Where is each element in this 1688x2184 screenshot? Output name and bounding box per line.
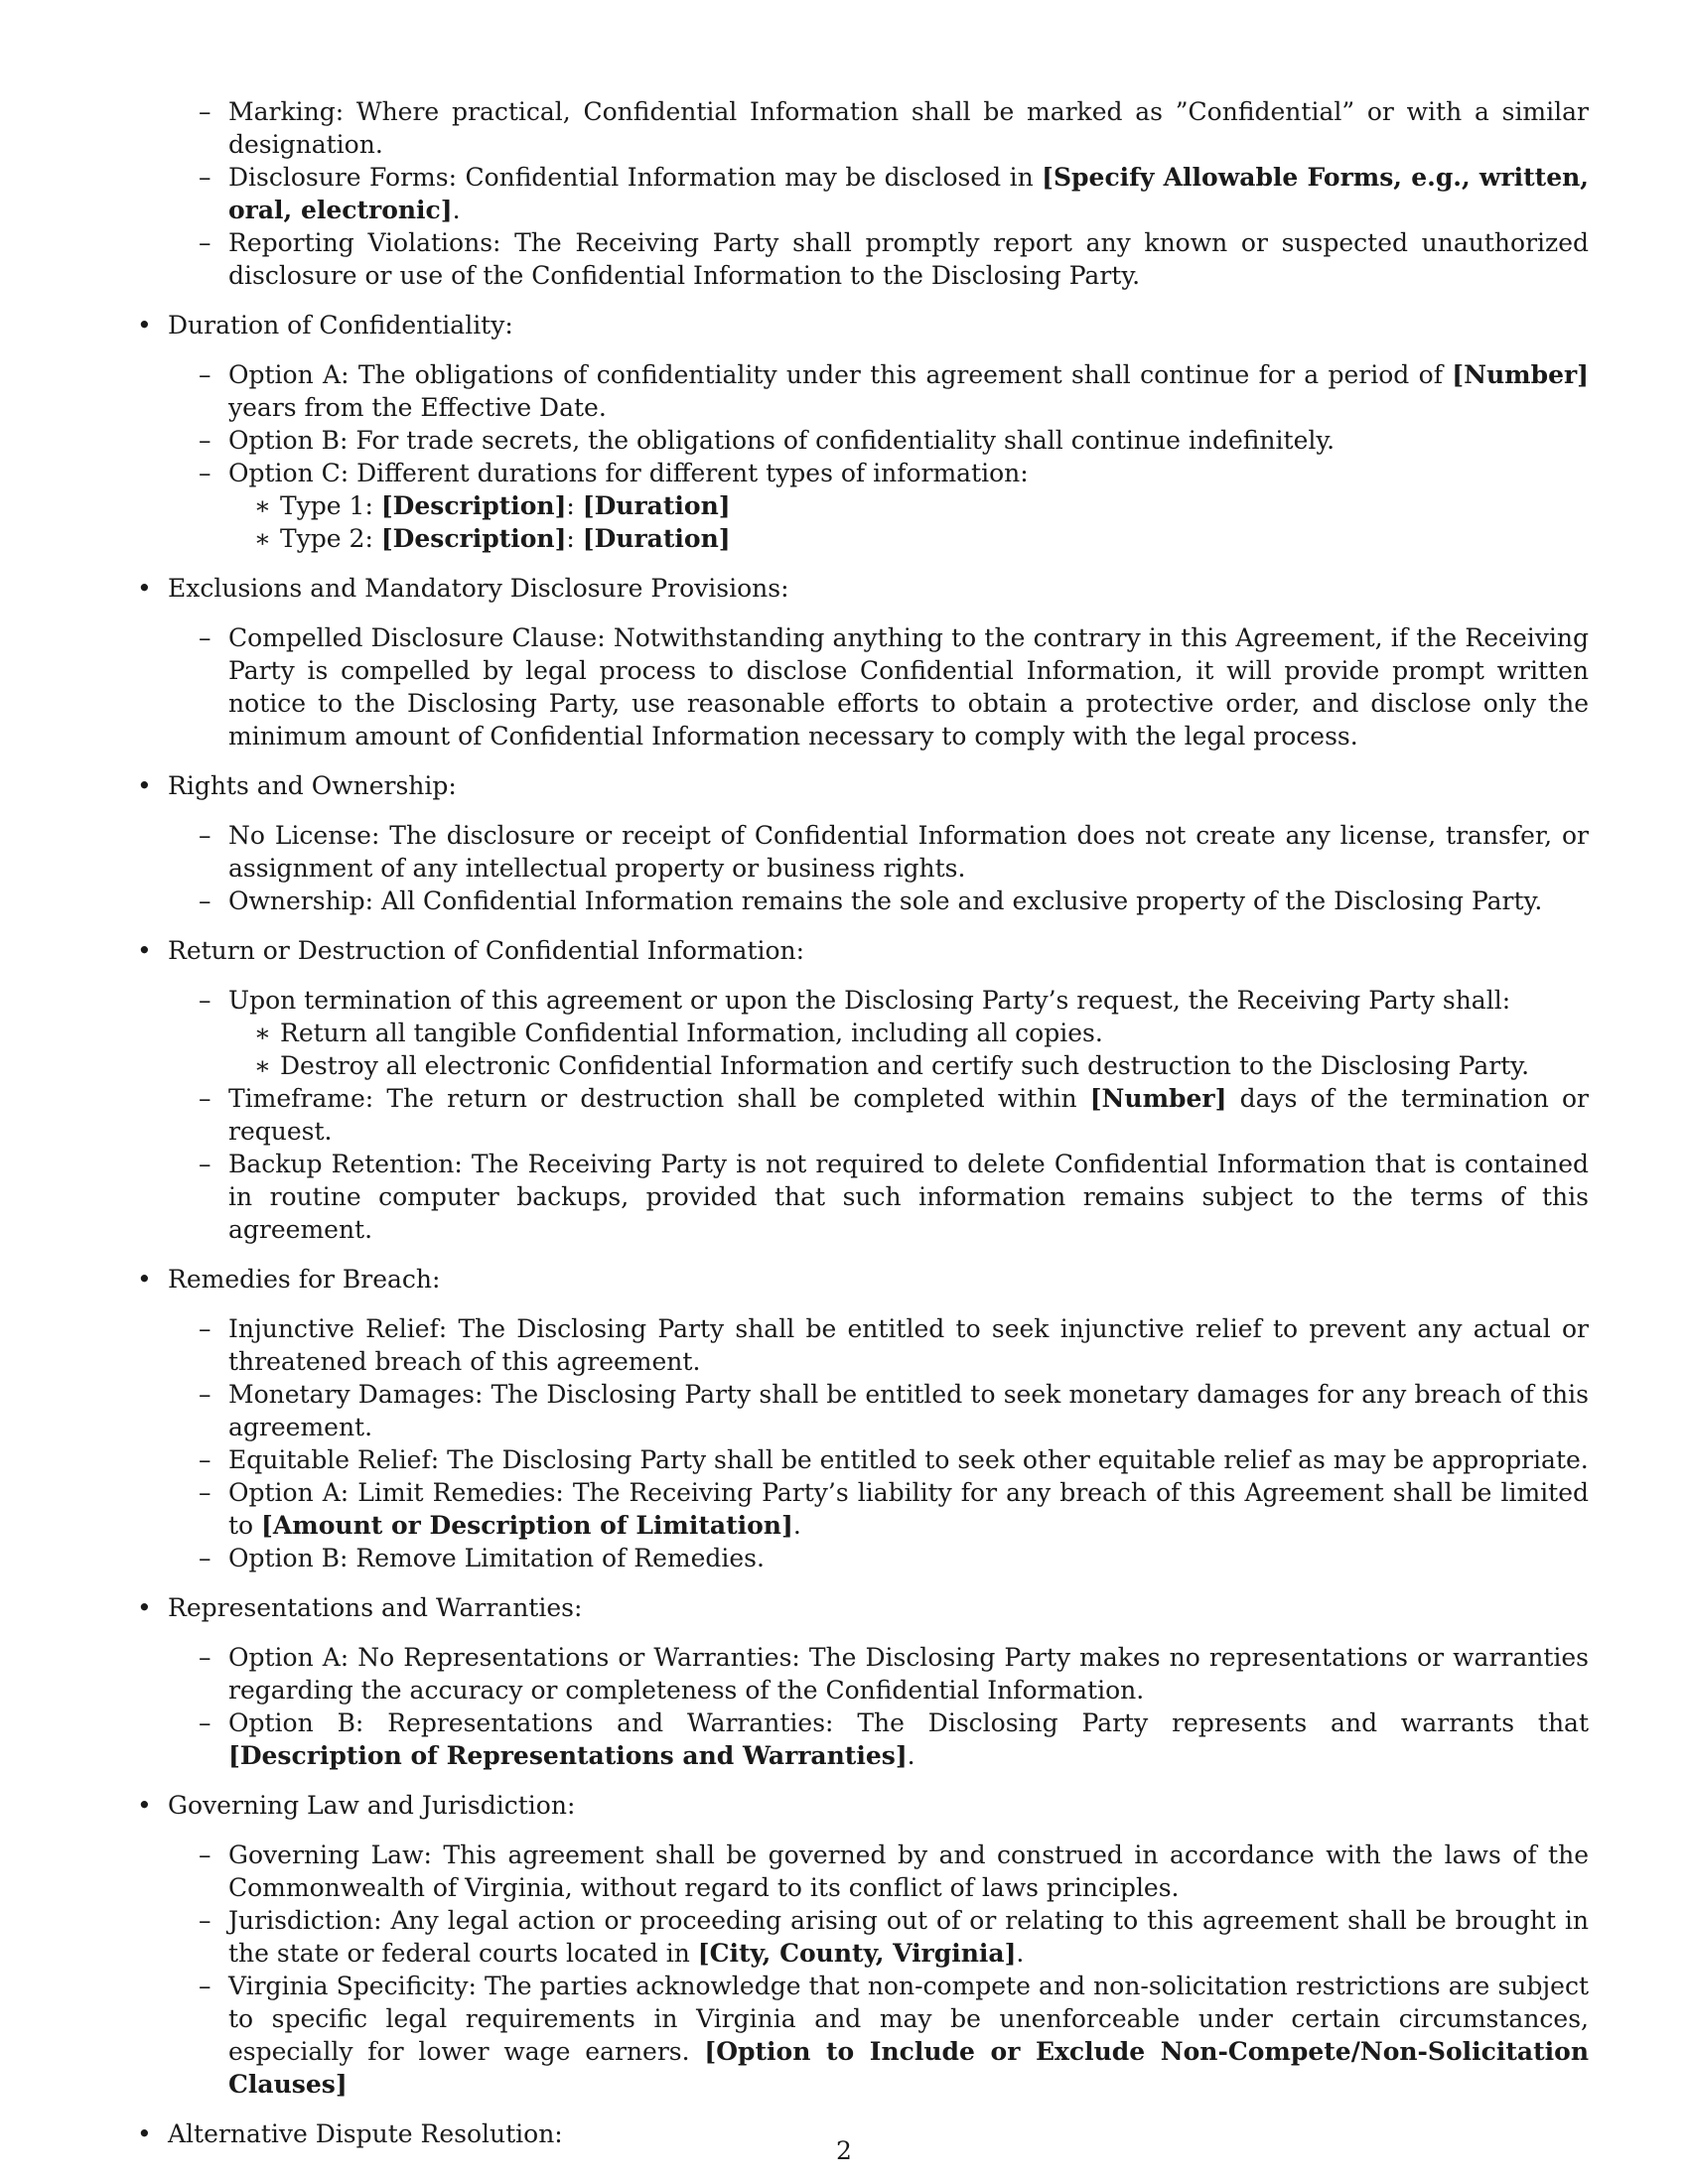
- section-heading: Exclusions and Mandatory Disclosure Provisions:: [168, 574, 789, 603]
- clause-text: [228, 623, 1589, 751]
- text-run: Option B: Representations and Warranties: The Disclosing Party represents and warrants that: [228, 1708, 1589, 1737]
- page-number: 2: [836, 2136, 852, 2165]
- text-run: Upon termination of this agreement or upon the Disclosing Party’s request, the Receiving Party shall:: [228, 986, 1511, 1015]
- text-run: Equitable Relief: The Disclosing Party shall be entitled to seek other equitable relief as may be appropriate.: [228, 1445, 1589, 1474]
- clause-list: [168, 1839, 1589, 2101]
- text-run: Timeframe: The return or destruction shall be completed within: [228, 1084, 1090, 1113]
- bullet-marker: •: [137, 936, 152, 965]
- dash-marker: –: [199, 887, 211, 915]
- clause-text: [228, 1841, 1589, 1902]
- sub-item-text: [280, 491, 731, 520]
- clause-text: [228, 1708, 1589, 1770]
- clause-item: [168, 885, 1589, 917]
- placeholder-field: [Duration]: [582, 491, 731, 520]
- clause-list: [168, 984, 1589, 1246]
- text-run: Compelled Disclosure Clause: Notwithstanding anything to the contrary in this Agreement, if the Receiving Party is compelled by legal process to disclose Confidential Information, it will provide prompt written notice to the Disclosing Party, use reasonable efforts to obtain a protective order, and disclose only the minimum amount of Confidential Information necessary to comply with the legal process.: [228, 623, 1589, 751]
- bullet-marker: •: [137, 1791, 152, 1820]
- section: [137, 1591, 1589, 1772]
- dash-marker: –: [199, 97, 211, 126]
- clause-item: [168, 161, 1589, 226]
- placeholder-field: [Amount or Description of Limitation]: [261, 1511, 793, 1540]
- text-run: Option A: No Representations or Warranties: The Disclosing Party makes no representations or warranties regarding the accuracy or completeness of the Confidential Information.: [228, 1643, 1589, 1705]
- clause-item: [168, 1312, 1589, 1378]
- placeholder-field: [Specify Allowable Forms, e.g., written, oral, electronic]: [228, 163, 1589, 224]
- section-heading: Rights and Ownership:: [168, 771, 457, 800]
- clause-text: [228, 1314, 1589, 1376]
- placeholder-field: [Description]: [380, 524, 567, 553]
- clause-item: [168, 1904, 1589, 1970]
- placeholder-field: [Number]: [1452, 360, 1589, 389]
- asterisk-marker: ∗: [254, 491, 271, 520]
- bullet-marker: •: [137, 1593, 152, 1622]
- text-run: Option A: The obligations of confidentiality under this agreement shall continue for a period of: [228, 360, 1453, 389]
- clause-text: [228, 821, 1589, 883]
- dash-marker: –: [199, 360, 211, 389]
- dash-marker: –: [199, 1643, 211, 1672]
- clause-item: [168, 1641, 1589, 1706]
- placeholder-field: [Description]: [380, 491, 567, 520]
- text-run: days of the termination or request.: [228, 1084, 1590, 1146]
- text-run: .: [792, 1511, 801, 1540]
- clause-item: [168, 1706, 1589, 1772]
- clause-item: [168, 457, 1589, 555]
- text-run: Jurisdiction: Any legal action or proceeding arising out of or relating to this agreement shall be brought in the state or federal courts located in: [228, 1906, 1589, 1968]
- text-run: :: [566, 524, 583, 553]
- text-run: Injunctive Relief: The Disclosing Party shall be entitled to seek injunctive relief to prevent any actual or threatened breach of this agreement.: [228, 1314, 1589, 1376]
- dash-marker: –: [199, 821, 211, 850]
- text-run: Option C: Different durations for different types of information:: [228, 459, 1029, 487]
- bullet-marker: •: [137, 771, 152, 800]
- asterisk-marker: ∗: [254, 524, 271, 553]
- text-run: Option B: For trade secrets, the obligations of confidentiality shall continue indefinitely.: [228, 426, 1336, 455]
- clause-text: [228, 1084, 1589, 1146]
- bullet-marker: •: [137, 311, 152, 340]
- clause-list: [168, 1641, 1589, 1772]
- clause-text: [228, 163, 1589, 224]
- sub-item: [228, 1049, 1589, 1082]
- dash-marker: –: [199, 1841, 211, 1869]
- clause-list: [168, 1312, 1589, 1574]
- dash-marker: –: [199, 1708, 211, 1737]
- clause-list: [168, 819, 1589, 917]
- clause-item: [168, 95, 1589, 161]
- section-heading: Remedies for Breach:: [168, 1265, 441, 1294]
- text-run: Destroy all electronic Confidential Information and certify such destruction to the Disclosing Party.: [280, 1051, 1530, 1080]
- clause-text: [228, 1445, 1589, 1474]
- text-run: years from the Effective Date.: [228, 393, 607, 422]
- clause-text: [228, 986, 1510, 1015]
- bullet-marker: •: [137, 1265, 152, 1294]
- dash-marker: –: [199, 1445, 211, 1474]
- text-run: Virginia Specificity: The parties acknowledge that non-compete and non-solicitation restrictions are subject to specific legal requirements in Virginia and may be unenforceable under certain circumstances, especially for lower wage earners.: [228, 1972, 1589, 2066]
- placeholder-field: [City, County, Virginia]: [697, 1939, 1017, 1968]
- clause-text: [228, 887, 1542, 915]
- clause-text: [228, 426, 1335, 455]
- section: [137, 1263, 1589, 1574]
- text-run: Type 2:: [280, 524, 381, 553]
- section-heading: Governing Law and Jurisdiction:: [168, 1791, 576, 1820]
- clause-item: [168, 1082, 1589, 1148]
- section-heading: Duration of Confidentiality:: [168, 311, 513, 340]
- clause-text: [228, 97, 1589, 159]
- text-run: No License: The disclosure or receipt of Confidential Information does not create any license, transfer, or assignment of any intellectual property or business rights.: [228, 821, 1589, 883]
- dash-marker: –: [199, 1150, 211, 1178]
- clause-item: [168, 819, 1589, 885]
- text-run: Ownership: All Confidential Information remains the sole and exclusive property of the Disclosing Party.: [228, 887, 1543, 915]
- clause-text: [228, 1643, 1589, 1705]
- text-run: .: [907, 1741, 915, 1770]
- dash-marker: –: [199, 426, 211, 455]
- text-run: .: [452, 196, 461, 224]
- section-heading: Representations and Warranties:: [168, 1593, 583, 1622]
- clause-text: [228, 1380, 1589, 1441]
- dash-marker: –: [199, 1314, 211, 1343]
- section: [137, 1789, 1589, 2101]
- sub-item-text: [280, 524, 731, 553]
- dash-marker: –: [199, 163, 211, 192]
- sub-item-text: [280, 1051, 1529, 1080]
- bullet-marker: •: [137, 2119, 152, 2148]
- text-run: Disclosure Forms: Confidential Information may be disclosed in: [228, 163, 1043, 192]
- text-run: :: [566, 491, 583, 520]
- sub-item-text: [280, 1019, 1103, 1047]
- clause-item: [168, 621, 1589, 752]
- text-run: Reporting Violations: The Receiving Party shall promptly report any known or suspected unauthorized disclosure or use of the Confidential Information to the Disclosing Party.: [228, 228, 1589, 290]
- text-run: Option A: Limit Remedies: The Receiving Party’s liability for any breach of this Agreement shall be limited to: [228, 1478, 1589, 1540]
- clause-item: [168, 1148, 1589, 1246]
- clause-item: [168, 226, 1589, 292]
- document-body: [137, 95, 1589, 2150]
- sub-item: [228, 1017, 1589, 1049]
- text-run: Return all tangible Confidential Information, including all copies.: [280, 1019, 1103, 1047]
- section-heading: Return or Destruction of Confidential Information:: [168, 936, 805, 965]
- clause-item: [168, 424, 1589, 457]
- text-run: Type 1:: [280, 491, 381, 520]
- dash-marker: –: [199, 986, 211, 1015]
- clause-item: [168, 358, 1589, 424]
- clause-text: [228, 228, 1589, 290]
- clause-list: [168, 358, 1589, 555]
- clause-list: [168, 621, 1589, 752]
- clause-text: [228, 1906, 1589, 1968]
- text-run: Marking: Where practical, Confidential Information shall be marked as ”Confidential” or with a similar designation.: [228, 97, 1589, 159]
- clause-item: [168, 1378, 1589, 1443]
- dash-marker: –: [199, 1906, 211, 1935]
- asterisk-marker: ∗: [254, 1019, 271, 1047]
- text-run: .: [1016, 1939, 1025, 1968]
- text-run: Option B: Remove Limitation of Remedies.: [228, 1544, 765, 1572]
- clause-text: [228, 1478, 1589, 1540]
- dash-marker: –: [199, 228, 211, 257]
- clause-item: [168, 984, 1589, 1082]
- placeholder-field: [Number]: [1089, 1084, 1227, 1113]
- clause-item: [168, 1476, 1589, 1542]
- section: [137, 572, 1589, 752]
- section: [137, 769, 1589, 917]
- placeholder-field: [Duration]: [582, 524, 731, 553]
- clause-item: [168, 1542, 1589, 1574]
- text-run: Backup Retention: The Receiving Party is not required to delete Confidential Information that is contained in routine computer backups, provided that such information remains subject to the terms of this agreement.: [228, 1150, 1589, 1244]
- sub-item: [228, 522, 1589, 555]
- dash-marker: –: [199, 1084, 211, 1113]
- dash-marker: –: [199, 1380, 211, 1409]
- section: [137, 95, 1589, 292]
- placeholder-field: [Description of Representations and Warranties]: [228, 1741, 908, 1770]
- clause-list: [168, 95, 1589, 292]
- clause-item: [168, 1839, 1589, 1904]
- text-run: Monetary Damages: The Disclosing Party shall be entitled to seek monetary damages for any breach of this agreement.: [228, 1380, 1589, 1441]
- dash-marker: –: [199, 1544, 211, 1572]
- asterisk-marker: ∗: [254, 1051, 271, 1080]
- clause-text: [228, 459, 1029, 487]
- sub-item: [228, 489, 1589, 522]
- clause-item: [168, 1443, 1589, 1476]
- dash-marker: –: [199, 1972, 211, 2000]
- section-heading: Alternative Dispute Resolution:: [168, 2119, 563, 2148]
- section: [137, 309, 1589, 555]
- clause-text: [228, 1150, 1589, 1244]
- placeholder-field: [Option to Include or Exclude Non-Compete/Non-Solicitation Clauses]: [228, 2037, 1590, 2099]
- clause-text: [228, 1972, 1589, 2099]
- bullet-marker: •: [137, 574, 152, 603]
- dash-marker: –: [199, 623, 211, 652]
- clause-item: [168, 1970, 1589, 2101]
- text-run: Governing Law: This agreement shall be governed by and construed in accordance with the laws of the Commonwealth of Virginia, without regard to its conflict of laws principles.: [228, 1841, 1589, 1902]
- clause-text: [228, 1544, 765, 1572]
- section: [137, 934, 1589, 1246]
- dash-marker: –: [199, 459, 211, 487]
- clause-text: [228, 360, 1589, 422]
- dash-marker: –: [199, 1478, 211, 1507]
